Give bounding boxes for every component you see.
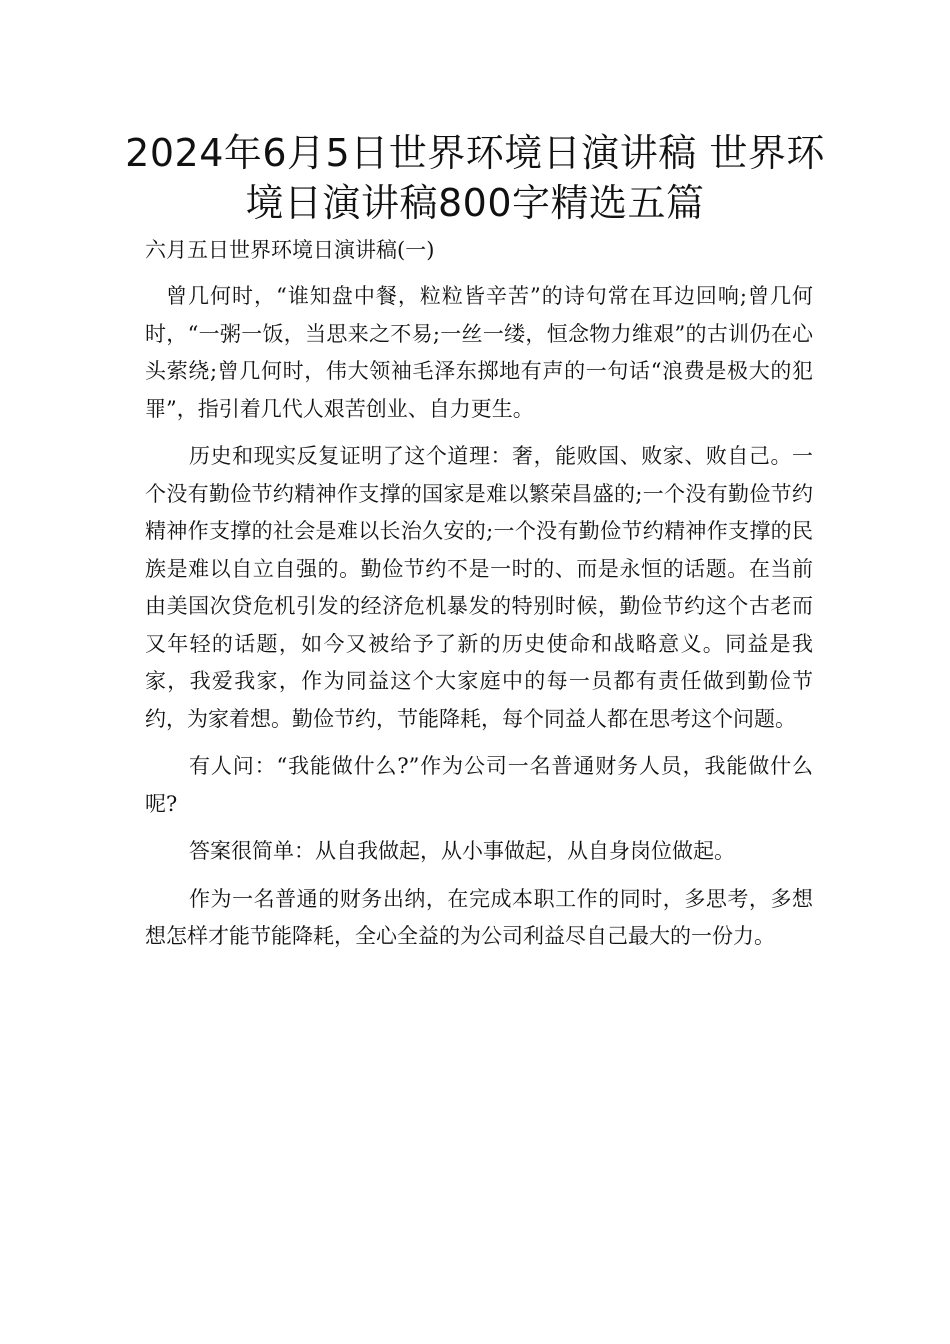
paragraph-4: 答案很简单：从自我做起，从小事做起，从自身岗位做起。 bbox=[189, 839, 735, 863]
paragraph-3: 有人问：“我能做什么?”作为公司一名普通财务人员，我能做什么呢? bbox=[145, 754, 813, 816]
paragraph-2: 历史和现实反复证明了这个道理：奢，能败国、败家、败自己。一个没有勤俭节约精神作支撑的国家是难以繁荣昌盛的;一个没有勤俭节约精神作支撑的社会是难以长治久安的;一个没有勤俭节约精神作支撑的民族是难以自立自强的。勤俭节约不是一时的、而是永恒的话题。在当前由美国次贷危机引发的经济危机暴发的特别时候，勤俭节约这个古老而又年轻的话题，如今又被给予了新的历史使命和战略意义。同益是我家，我爱我家，作为同益这个大家庭中的每一员都有责任做到勤俭节约，为家着想。勤俭节约，节能降耗，每个同益人都在思考这个问题。 bbox=[145, 444, 813, 731]
paragraph-1: 曾几何时，“谁知盘中餐，粒粒皆辛苦”的诗句常在耳边回响;曾几何时，“一粥一饭，当思来之不易;一丝一缕，恒念物力维艰”的古训仍在心头萦绕;曾几何时，伟大领袖毛泽东掷地有声的一句话“浪费是极大的犯罪”，指引着几代人艰苦创业、自力更生。 bbox=[145, 284, 813, 421]
document-title: 2024年6月5日世界环境日演讲稿 世界环境日演讲稿800字精选五篇 bbox=[125, 131, 825, 225]
document-body bbox=[145, 278, 813, 966]
paragraph-5: 作为一名普通的财务出纳，在完成本职工作的同时，多思考，多想想怎样才能节能降耗，全心全益的为公司利益尽自己最大的一份力。 bbox=[145, 886, 813, 948]
section-subtitle: 六月五日世界环境日演讲稿(一) bbox=[145, 238, 435, 262]
